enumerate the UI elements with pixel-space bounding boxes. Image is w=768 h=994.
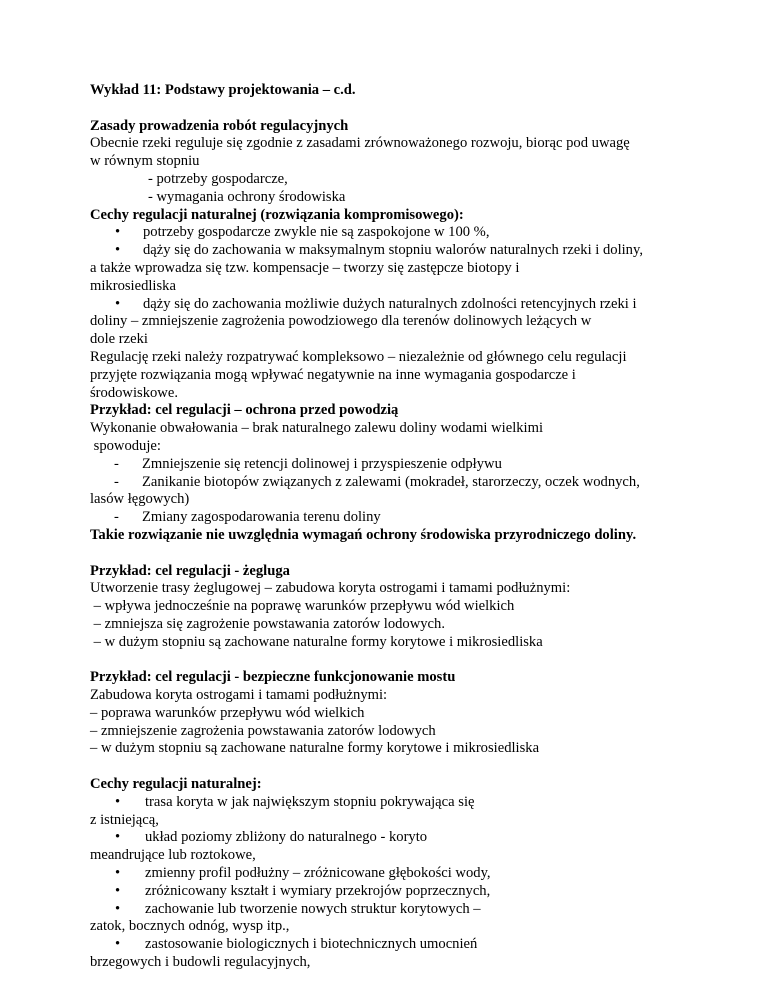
bullet-marker: •: [115, 793, 121, 810]
bullet-marker: •: [115, 865, 121, 882]
section-heading-flood-example: Przykład: cel regulacji – ochrona przed powodzią: [90, 402, 399, 419]
bullet-item: [90, 865, 690, 883]
bullet-marker: •: [115, 295, 121, 312]
bullet-continuation: brzegowych i budowli regulacyjnych,: [90, 954, 311, 971]
bullet-continuation: dole rzeki: [90, 331, 148, 348]
indented-item: - potrzeby gospodarcze,: [148, 170, 288, 187]
spacer: [90, 100, 690, 118]
bullet-item: [90, 224, 690, 242]
section-heading-works: Zasady prowadzenia robót regulacyjnych: [90, 117, 349, 134]
dash-text: Zmniejszenie się retencji dolinowej i przyspieszenie odpływu: [142, 455, 502, 472]
bullet-text: zróżnicowany kształt i wymiary przekrojów poprzecznych,: [145, 882, 491, 899]
paragraph-line: spowoduje:: [90, 437, 161, 454]
paragraph-line: przyjęte rozwiązania mogą wpływać negatywnie na inne wymagania gospodarcze i: [90, 366, 576, 383]
bullet-marker: •: [115, 900, 121, 917]
section-heading-natural-features: Cechy regulacji naturalnej:: [90, 776, 262, 793]
spacer: [90, 652, 690, 670]
section-heading-natural-regulation: Cechy regulacji naturalnej (rozwiązania kompromisowego):: [90, 206, 464, 223]
bullet-marker: •: [115, 224, 121, 241]
list-line: – wpływa jednocześnie na poprawę warunków przepływu wód wielkich: [90, 598, 515, 615]
bullet-text: dąży się do zachowania możliwie dużych naturalnych zdolności retencyjnych rzeki i: [143, 295, 637, 312]
bullet-marker: •: [115, 882, 121, 899]
section-heading-navigation-example: Przykład: cel regulacji - żegluga: [90, 562, 290, 579]
paragraph-line: w równym stopniu: [90, 153, 200, 170]
dash-marker: -: [114, 455, 119, 472]
bullet-text: potrzeby gospodarcze zwykle nie są zaspokojone w 100 %,: [143, 224, 490, 241]
bullet-continuation: a także wprowadza się tzw. kompensacje – tworzy się zastępcze biotopy i: [90, 259, 520, 276]
bullet-item: [90, 936, 690, 954]
bullet-continuation: mikrosiedliska: [90, 277, 176, 294]
spacer: [90, 758, 690, 776]
bullet-text: zachowanie lub tworzenie nowych struktur korytowych –: [145, 900, 481, 917]
dash-item: [90, 509, 690, 527]
conclusion-text: Takie rozwiązanie nie uwzględnia wymagań ochrony środowiska przyrodniczego doliny.: [90, 526, 637, 543]
paragraph-line: Wykonanie obwałowania – brak naturalnego zalewu doliny wodami wielkimi: [90, 420, 544, 437]
bullet-item: [90, 829, 690, 847]
list-line: – zmniejsza się zagrożenie powstawania zatorów lodowych.: [90, 615, 445, 632]
bullet-continuation: zatok, bocznych odnóg, wysp itp.,: [90, 918, 290, 935]
bullet-item: [90, 296, 690, 314]
bullet-continuation: meandrujące lub roztokowe,: [90, 847, 256, 864]
bullet-marker: •: [115, 829, 121, 846]
dash-item: [90, 456, 690, 474]
list-line: – w dużym stopniu są zachowane naturalne formy korytowe i mikrosiedliska: [90, 740, 540, 757]
document-title: Wykład 11: Podstawy projektowania – c.d.: [90, 82, 356, 98]
bullet-item: [90, 794, 690, 812]
paragraph-line: Utworzenie trasy żeglugowej – zabudowa koryta ostrogami i tamami podłużnymi:: [90, 580, 571, 597]
spacer: [90, 545, 690, 563]
bullet-marker: •: [115, 242, 121, 259]
bullet-item: [90, 901, 690, 919]
dash-marker: -: [114, 473, 119, 490]
bullet-text: trasa koryta w jak największym stopniu pokrywająca się: [145, 793, 475, 810]
paragraph-line: Obecnie rzeki reguluje się zgodnie z zasadami zrównoważonego rozwoju, biorąc pod uwagę: [90, 135, 630, 152]
bullet-continuation: doliny – zmniejszenie zagrożenia powodziowego dla terenów dolinowych leżących w: [90, 313, 592, 330]
paragraph-line: środowiskowe.: [90, 384, 178, 401]
bullet-text: układ poziomy zbliżony do naturalnego - koryto: [145, 829, 428, 846]
dash-text: Zanikanie biotopów związanych z zalewami (mokradeł, starorzeczy, oczek wodnych,: [142, 473, 640, 490]
dash-continuation: lasów łęgowych): [90, 491, 190, 508]
bullet-text: zastosowanie biologicznych i biotechnicznych umocnień: [145, 936, 478, 953]
paragraph-line: Zabudowa koryta ostrogami i tamami podłużnymi:: [90, 687, 388, 704]
indented-item: - wymagania ochrony środowiska: [148, 188, 346, 205]
bullet-continuation: z istniejącą,: [90, 811, 159, 828]
bullet-marker: •: [115, 936, 121, 953]
section-heading-bridge-example: Przykład: cel regulacji - bezpieczne funkcjonowanie mostu: [90, 669, 456, 686]
document-page: [90, 82, 690, 972]
dash-item: [90, 474, 690, 492]
paragraph-line: Regulację rzeki należy rozpatrywać kompleksowo – niezależnie od głównego celu regulacji: [90, 348, 627, 365]
bullet-text: zmienny profil podłużny – zróżnicowane głębokości wody,: [145, 865, 491, 882]
bullet-item: [90, 242, 690, 260]
list-line: – poprawa warunków przepływu wód wielkich: [90, 704, 365, 721]
bullet-text: dąży się do zachowania w maksymalnym stopniu walorów naturalnych rzeki i doliny,: [143, 242, 643, 259]
list-line: – zmniejszenie zagrożenia powstawania zatorów lodowych: [90, 722, 436, 739]
list-line: – w dużym stopniu są zachowane naturalne formy korytowe i mikrosiedliska: [90, 633, 543, 650]
dash-marker: -: [114, 509, 119, 526]
bullet-item: [90, 883, 690, 901]
dash-text: Zmiany zagospodarowania terenu doliny: [142, 509, 381, 526]
